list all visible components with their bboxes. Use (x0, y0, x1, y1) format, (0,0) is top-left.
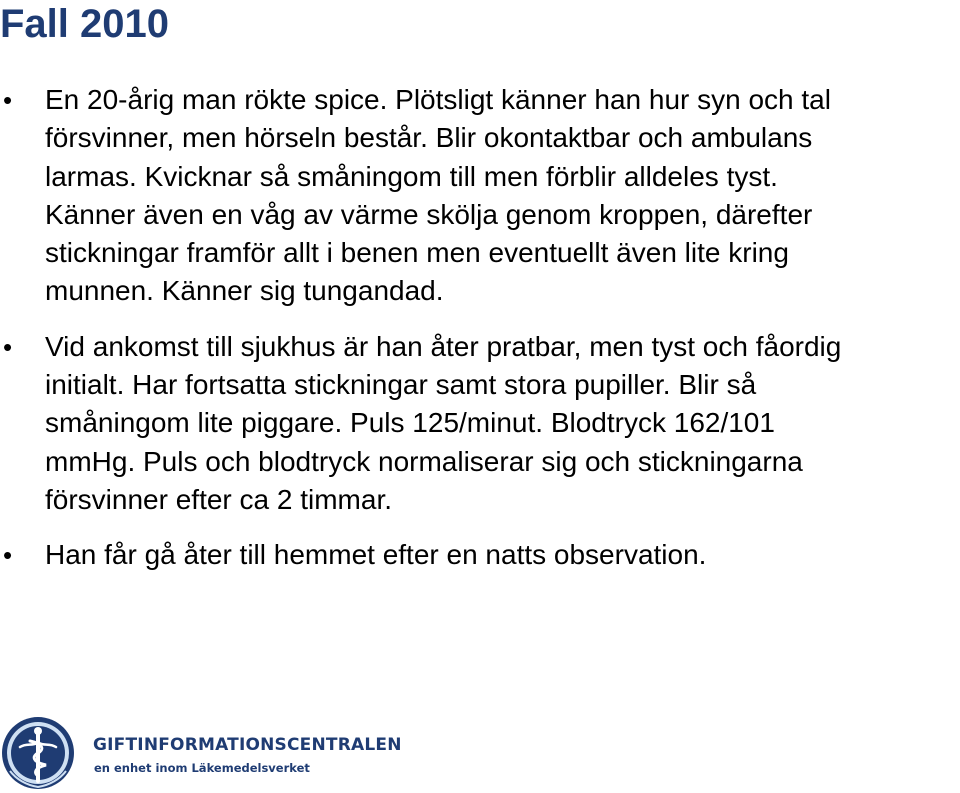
bullet-line: initialt. Har fortsatta stickningar samt stora pupiller. Blir så (45, 369, 757, 401)
slide-title: Fall 2010 (0, 2, 170, 46)
bullet-line: Känner även en våg av värme skölja genom kroppen, därefter (45, 198, 813, 230)
caduceus-emblem-icon (0, 713, 76, 793)
org-logo (0, 713, 402, 793)
bullet-line: En 20-årig man rökte spice. Plötsligt känner han hur syn och tal (45, 84, 831, 115)
bullet-line: Han får gå åter till hemmet efter en natts observation. (45, 539, 707, 571)
bullet-marker: • (3, 331, 13, 362)
bullet-marker: • (3, 540, 13, 571)
bullet-item-3 (0, 536, 960, 574)
org-name: GIFTINFORMATIONSCENTRALEN (93, 735, 402, 755)
bullet-line: småningom lite piggare. Puls 125/minut. Blodtryck 162/101 (45, 407, 775, 439)
bullet-line: stickningar framför allt i benen men eventuellt även lite kring (45, 237, 789, 269)
bullet-marker: • (3, 85, 13, 115)
bullet-item-2 (0, 328, 960, 519)
bullet-list (0, 81, 960, 592)
bullet-line: Vid ankomst till sjukhus är han åter pratbar, men tyst och fåordig (45, 330, 842, 362)
bullet-line: larmas. Kvicknar så småningom till men förblir alldeles tyst. (45, 160, 778, 192)
bullet-line: försvinner, men hörseln består. Blir okontaktbar och ambulans (45, 122, 813, 154)
bullet-item-1 (0, 81, 960, 311)
bullet-line: munnen. Känner sig tungandad. (45, 275, 444, 307)
bullet-line: försvinner efter ca 2 timmar. (45, 483, 393, 515)
bullet-line: mmHg. Puls och blodtryck normaliserar sig och stickningarna (45, 445, 803, 477)
org-tagline: en enhet inom Läkemedelsverket (94, 761, 310, 775)
